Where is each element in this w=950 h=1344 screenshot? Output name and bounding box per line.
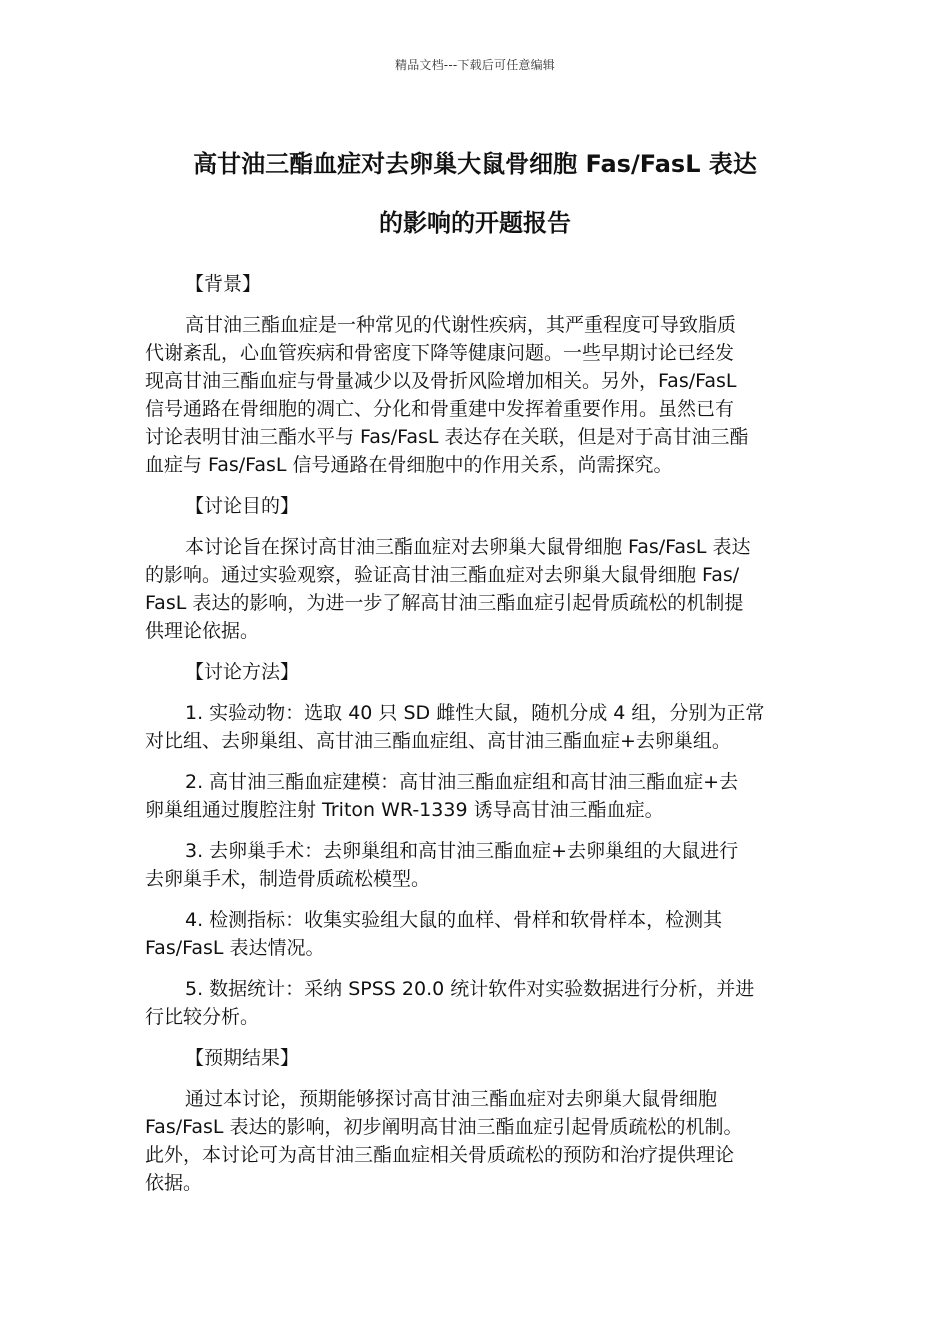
document-title — [140, 135, 810, 253]
expected-results-paragraph — [145, 1085, 810, 1197]
paragraph-line: 供理论依据。 — [145, 620, 260, 642]
section-heading-objective: 【讨论目的】 — [185, 495, 300, 517]
title-line: 高甘油三酯血症对去卵巢大鼠骨细胞 Fas/FasL 表达 — [193, 150, 757, 178]
paragraph-line: 5. 数据统计：采纳 SPSS 20.0 统计软件对实验数据进行分析，并进 — [185, 978, 755, 1000]
paragraph-line: 讨论表明甘油三酯水平与 Fas/FasL 表达存在关联，但是对于高甘油三酯 — [145, 426, 749, 448]
paragraph-line: 血症与 Fas/FasL 信号通路在骨细胞中的作用关系，尚需探究。 — [145, 454, 673, 476]
paragraph-line: 通过本讨论，预期能够探讨高甘油三酯血症对去卵巢大鼠骨细胞 — [185, 1088, 718, 1110]
paragraph-line: 此外，本讨论可为高甘油三酯血症相关骨质疏松的预防和治疗提供理论 — [145, 1144, 735, 1166]
objective-paragraph — [145, 533, 810, 645]
paragraph-line: 行比较分析。 — [145, 1006, 260, 1028]
title-line: 的影响的开题报告 — [379, 209, 571, 237]
paragraph-line: 代谢紊乱，心血管疾病和骨密度下降等健康问题。一些早期讨论已经发 — [145, 342, 735, 364]
method-item — [145, 837, 810, 893]
paragraph-line: 4. 检测指标：收集实验组大鼠的血样、骨样和软骨样本，检测其 — [185, 909, 723, 931]
paragraph-line: 现高甘油三酯血症与骨量减少以及骨折风险增加相关。另外，Fas/FasL — [145, 370, 737, 392]
paragraph-line: 依据。 — [145, 1172, 203, 1194]
method-item — [145, 975, 810, 1031]
section-heading-expected-results: 【预期结果】 — [185, 1047, 300, 1069]
paragraph-line: 2. 高甘油三酯血症建模：高甘油三酯血症组和高甘油三酯血症+去 — [185, 771, 739, 793]
paragraph-line: 信号通路在骨细胞的凋亡、分化和骨重建中发挥着重要作用。虽然已有 — [145, 398, 735, 420]
paragraph-line: Fas/FasL 表达情况。 — [145, 937, 325, 959]
method-item — [145, 699, 810, 755]
section-heading-methods: 【讨论方法】 — [185, 661, 300, 683]
paragraph-line: 对比组、去卵巢组、高甘油三酯血症组、高甘油三酯血症+去卵巢组。 — [145, 730, 731, 752]
paragraph-line: 3. 去卵巢手术：去卵巢组和高甘油三酯血症+去卵巢组的大鼠进行 — [185, 840, 739, 862]
document-body — [145, 270, 810, 1210]
section-heading-background: 【背景】 — [185, 273, 262, 295]
method-item — [145, 906, 810, 962]
paragraph-line: 去卵巢手术，制造骨质疏松模型。 — [145, 868, 431, 890]
paragraph-line: 1. 实验动物：选取 40 只 SD 雌性大鼠，随机分成 4 组，分别为正常 — [185, 702, 765, 724]
paragraph-line: FasL 表达的影响，为进一步了解高甘油三酯血症引起骨质疏松的机制提 — [145, 592, 744, 614]
paragraph-line: 卵巢组通过腹腔注射 Triton WR-1339 诱导高甘油三酯血症。 — [145, 799, 664, 821]
method-item — [145, 768, 810, 824]
paragraph-line: 高甘油三酯血症是一种常见的代谢性疾病，其严重程度可导致脂质 — [185, 314, 737, 336]
paragraph-line: 的影响。通过实验观察，验证高甘油三酯血症对去卵巢大鼠骨细胞 Fas/ — [145, 564, 740, 586]
background-paragraph — [145, 311, 810, 479]
paragraph-line: 本讨论旨在探讨高甘油三酯血症对去卵巢大鼠骨细胞 Fas/FasL 表达 — [185, 536, 751, 558]
paragraph-line: Fas/FasL 表达的影响，初步阐明高甘油三酯血症引起骨质疏松的机制。 — [145, 1116, 743, 1138]
header-note: 精品文档---下载后可任意编辑 — [395, 58, 555, 72]
